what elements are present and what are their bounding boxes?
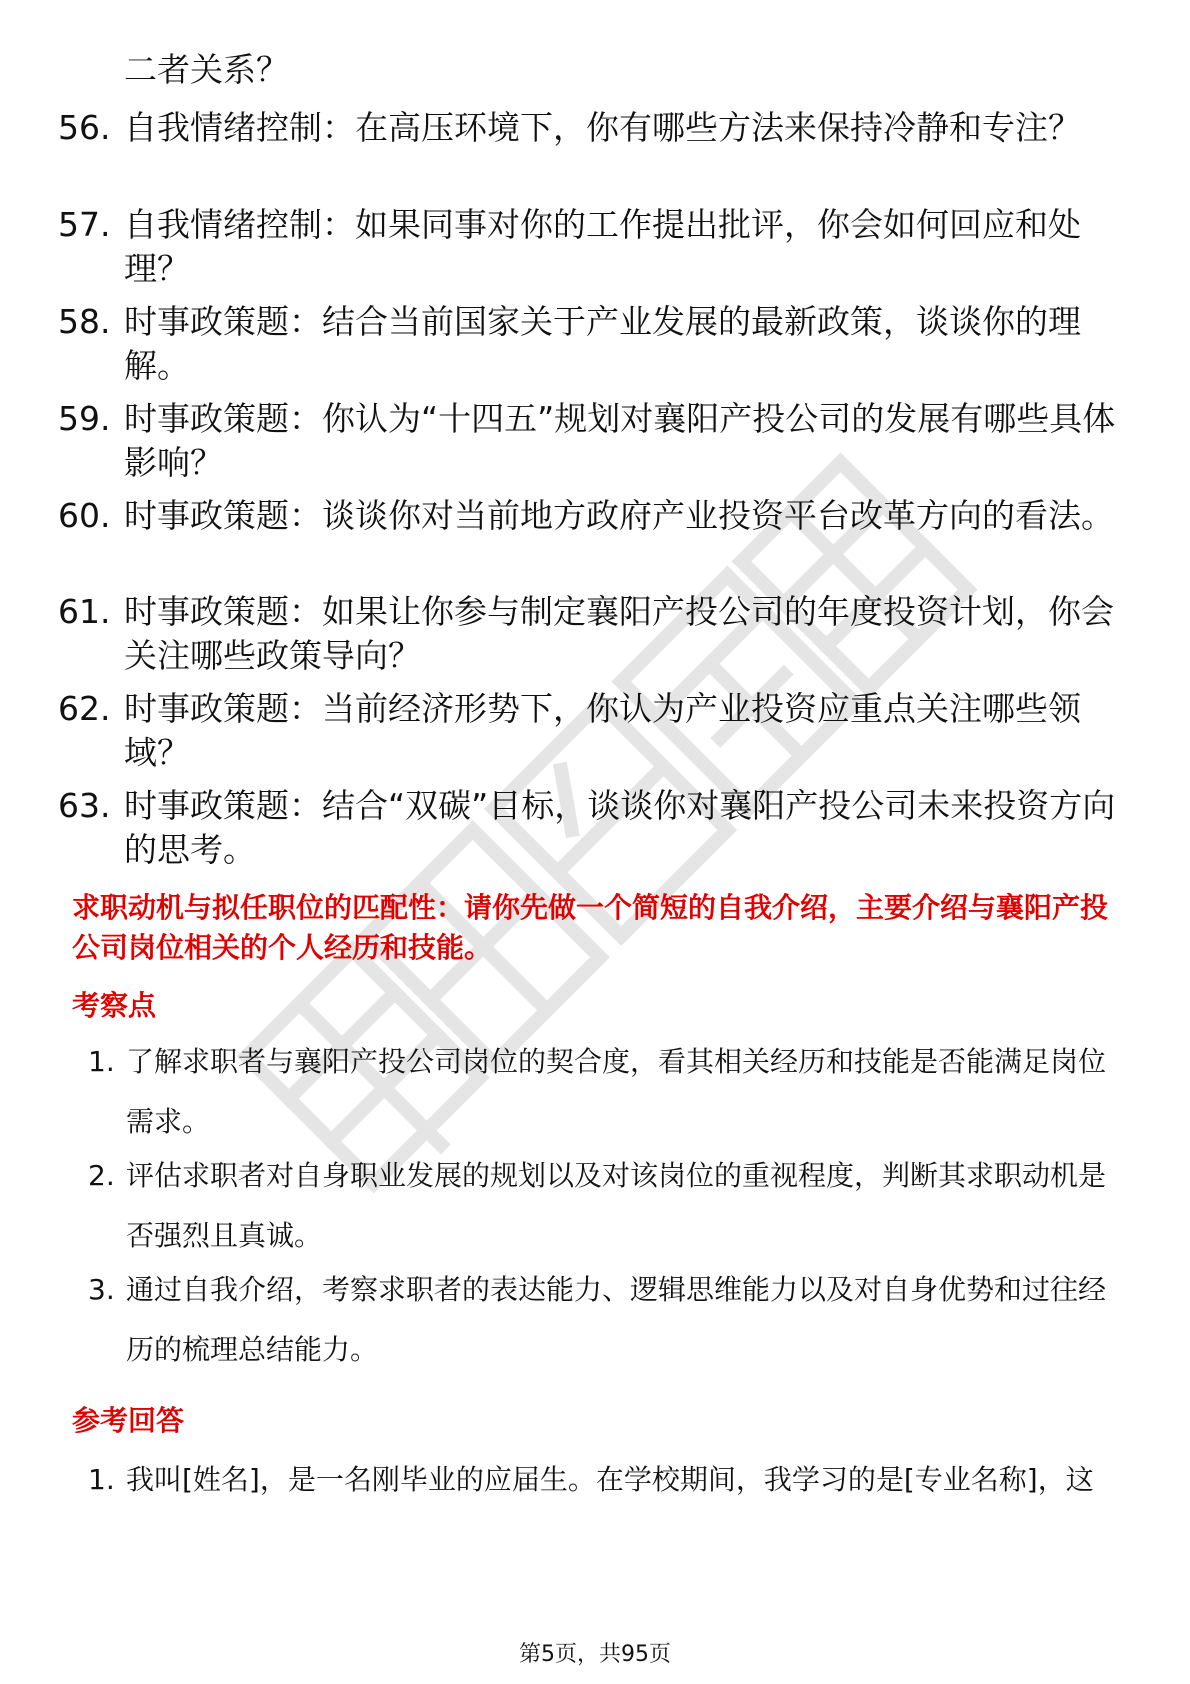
question-text: 时事政策题：结合“双碳”目标，谈谈你对襄阳产投公司未来投资方向的思考。 — [124, 786, 1116, 869]
question-text: 时事政策题：当前经济形势下，你认为产业投资应重点关注哪些领域？ — [124, 689, 1081, 772]
question-text: 二者关系？ — [124, 50, 289, 89]
answer-heading: 参考回答 — [72, 1404, 185, 1437]
answer-number: 1. — [88, 1463, 115, 1496]
question-text: 自我情绪控制：如果同事对你的工作提出批评，你会如何回应和处理？ — [124, 205, 1081, 288]
page-footer: 第5页，共95页 — [519, 1642, 671, 1667]
question-number: 63. — [58, 786, 111, 825]
question-text: 时事政策题：谈谈你对当前地方政府产业投资平台改革方向的看法。 — [124, 496, 1114, 535]
question-text: 自我情绪控制：在高压环境下，你有哪些方法来保持冷静和专注？ — [124, 108, 1081, 147]
question-text: 时事政策题：结合当前国家关于产业发展的最新政策，谈谈你的理解。 — [124, 302, 1081, 385]
question-text: 时事政策题：如果让你参与制定襄阳产投公司的年度投资计划，你会关注哪些政策导向？ — [124, 592, 1114, 675]
question-number: 56. — [58, 108, 111, 147]
exam-point-text: 了解求职者与襄阳产投公司岗位的契合度，看其相关经历和技能是否能满足岗位需求。 — [126, 1045, 1107, 1138]
question-number: 57. — [58, 205, 111, 244]
exam-point-text: 通过自我介绍，考察求职者的表达能力、逻辑思维能力以及对自身优势和过往经历的梳理总结能力。 — [126, 1273, 1107, 1366]
exam-point-number: 1. — [88, 1045, 115, 1078]
question-number: 61. — [58, 592, 111, 631]
exam-points-heading: 考察点 — [72, 989, 157, 1022]
exam-point-number: 3. — [88, 1273, 115, 1306]
question-text: 时事政策题：你认为“十四五”规划对襄阳产投公司的发展有哪些具体影响？ — [124, 399, 1116, 482]
question-number: 58. — [58, 302, 111, 341]
answer-text: 我叫[姓名]，是一名刚毕业的应届生。在学校期间，我学习的是[专业名称]，这 — [126, 1463, 1094, 1496]
question-number: 59. — [58, 399, 111, 438]
question-number: 60. — [58, 496, 111, 535]
exam-point-text: 评估求职者对自身职业发展的规划以及对该岗位的重视程度，判断其求职动机是否强烈且真诚。 — [126, 1159, 1107, 1252]
exam-point-number: 2. — [88, 1159, 115, 1192]
section-question-heading: 求职动机与拟任职位的匹配性：请你先做一个简短的自我介绍，主要介绍与襄阳产投公司岗位相关的个人经历和技能。 — [72, 891, 1109, 964]
question-number: 62. — [58, 689, 111, 728]
